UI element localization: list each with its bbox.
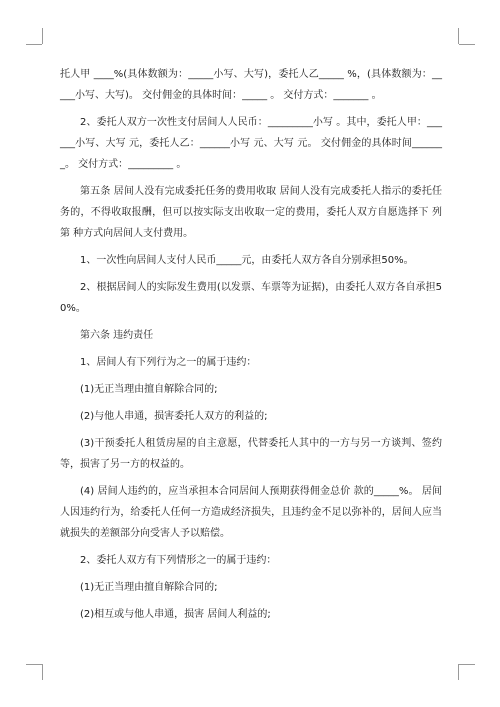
paragraph-client-breach-1: (1)无正当理由擅自解除合同的;	[80, 582, 218, 593]
paragraph-client-breach-intro: 2、委托人双方有下列情形之一的属于违约：	[80, 555, 277, 566]
paragraph-option-2: 2、根据居间人的实际发生费用(以发票、车票等为证据)，由委托人双方各自承担50%。	[60, 282, 442, 314]
crop-mark-bottom-right-vertical	[458, 664, 459, 680]
crop-mark-top-right-horizontal	[459, 44, 475, 45]
paragraph-broker-breach-1: (1)无正当理由擅自解除合同的;	[80, 384, 218, 395]
paragraph-broker-breach-4: (4) 居间人违约的，应当承担本合同居间人预期获得佣金总价 款的_____%。 居间人因违约行为，给委托人任何一方造成经济损失，且违约金不足以弥补的，居间人应当就损失的差额部分向受害人予以赔偿。	[60, 486, 442, 539]
document-body	[60, 64, 442, 631]
paragraph-lump-sum-payment: 2、委托人双方一次性支付居间人人民币：_________小写 。其中，委托人甲：______小写、大写 元，委托人乙：______小写 元、大写 元。 交付佣金的具体时间_______。 交付方式：_________ 。	[60, 117, 442, 170]
paragraph-broker-breach-3: (3)干预委托人租赁房屋的自主意愿，代替委托人其中的一方与另一方谈判、签约等，损害了另一方的权益的。	[60, 438, 442, 470]
paragraph-broker-breach-intro: 1、居间人有下列行为之一的属于违约：	[80, 357, 257, 368]
crop-mark-top-left-horizontal	[26, 44, 42, 45]
crop-mark-bottom-right-horizontal	[459, 664, 475, 665]
crop-mark-top-right-vertical	[458, 28, 459, 44]
paragraph-option-1: 1、一次性向居间人支付人民币_____元，由委托人双方各自分别承担50%。	[80, 255, 414, 266]
crop-mark-bottom-left-horizontal	[26, 664, 42, 665]
article-6-heading: 第六条 违约责任	[80, 330, 154, 341]
paragraph-client-breach-2: (2)相互或与他人串通，损害 居间人利益的;	[80, 609, 271, 620]
crop-mark-top-left-vertical	[42, 28, 43, 44]
crop-mark-bottom-left-vertical	[42, 664, 43, 680]
paragraph-article-5: 第五条 居间人没有完成委托任务的费用收取 居间人没有完成委托人指示的委托任务的，不得收取报酬，但可以按实际支出收取一定的费用，委托人双方自愿选择下 列 第 种方式向居间人支付费用。	[60, 186, 442, 239]
paragraph-commission-split: 托人甲 ____%(具体数额为：_____小写、大写)，委托人乙_____ %，(具体数额为：_____小写、大写)。 交付佣金的具体时间：_____ 。 交付方式：_______ 。	[60, 69, 442, 101]
paragraph-broker-breach-2: (2)与他人串通，损害委托人双方的利益的;	[80, 411, 268, 422]
